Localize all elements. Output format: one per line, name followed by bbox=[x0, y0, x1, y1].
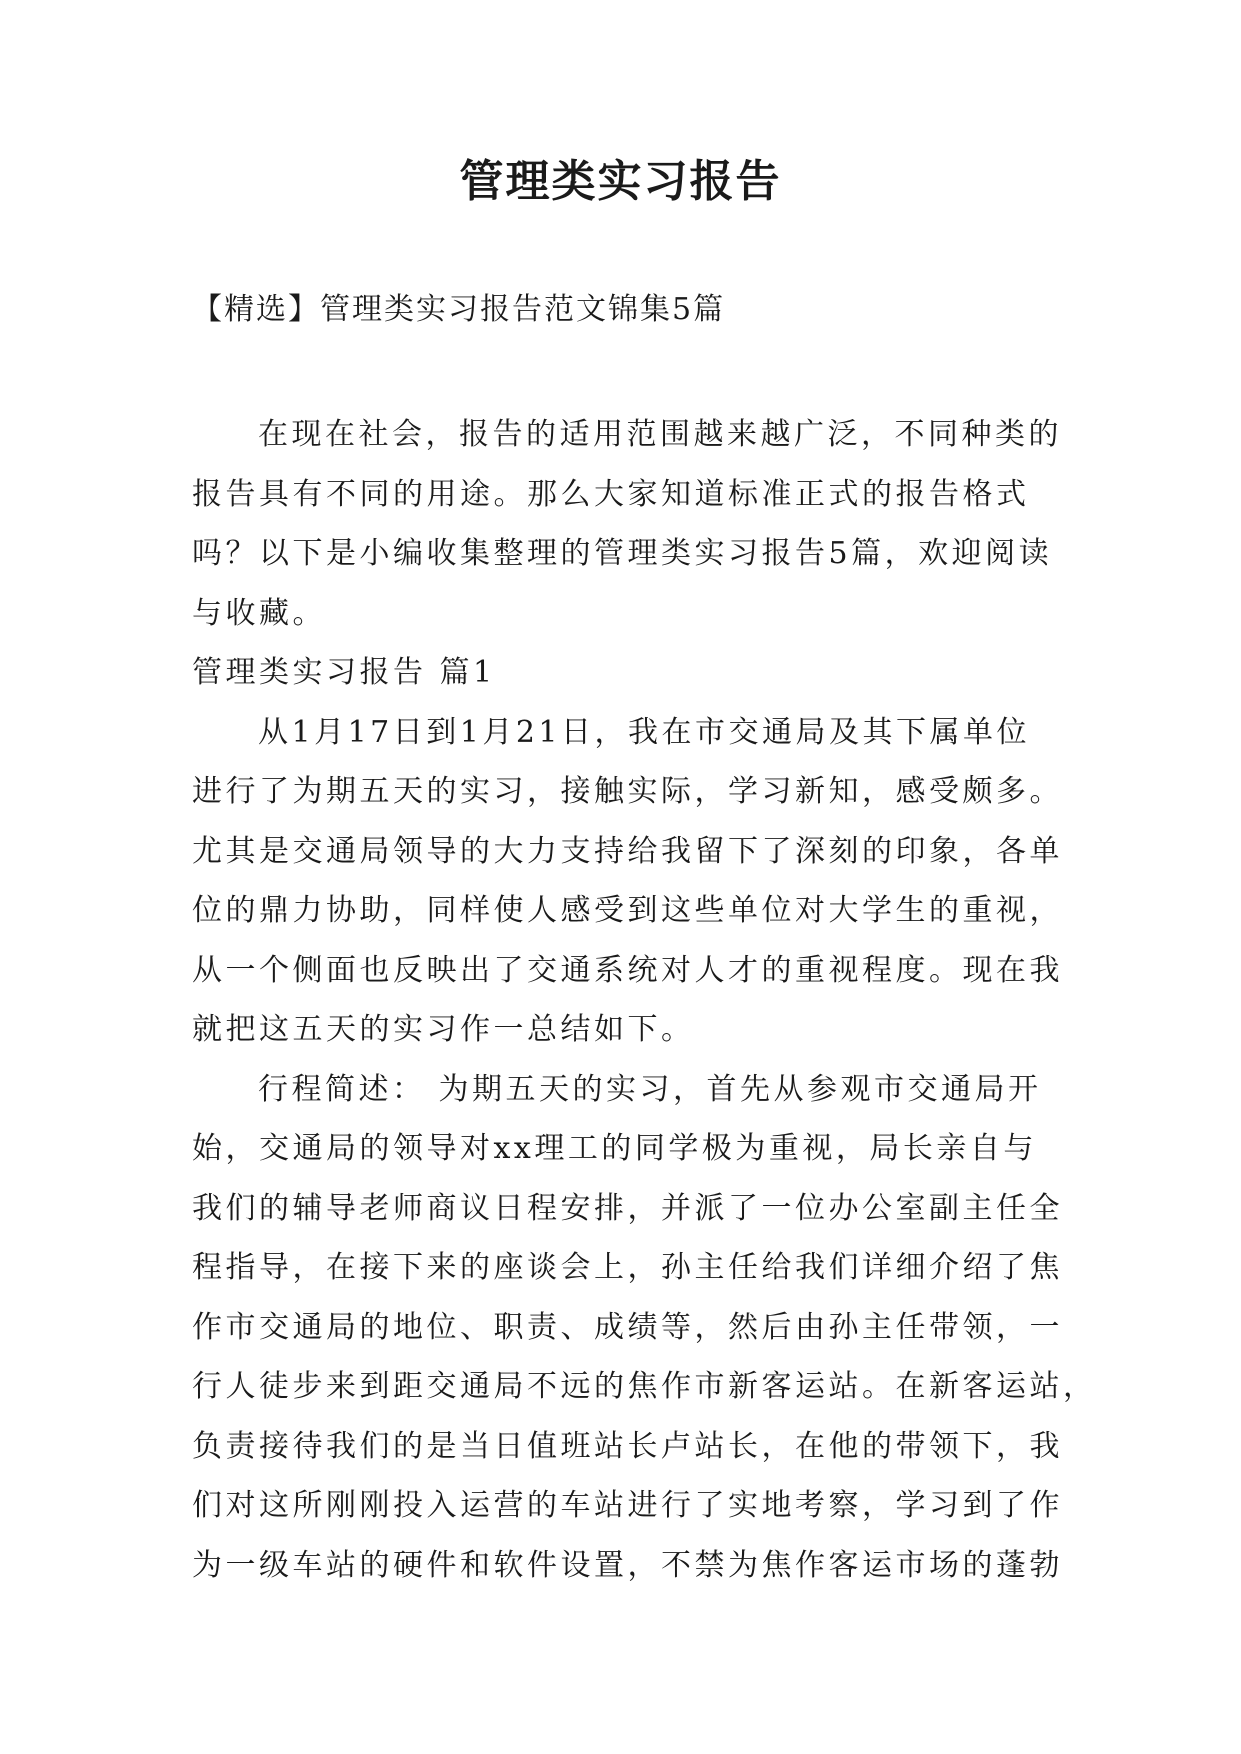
body-text-line: 吗？以下是小编收集整理的管理类实习报告5篇，欢迎阅读 bbox=[192, 536, 1053, 571]
document-subtitle: 【精选】管理类实习报告范文锦集5篇 bbox=[192, 292, 726, 327]
body-text-line: 行人徒步来到距交通局不远的焦作市新客运站。在新客运站， bbox=[192, 1369, 1097, 1404]
body-text-line: 行程简述： 为期五天的实习，首先从参观市交通局开 bbox=[258, 1071, 1042, 1107]
body-text-line: 与收藏。 bbox=[192, 595, 326, 631]
body-text-line: 始，交通局的领导对xx理工的同学极为重视，局长亲自与 bbox=[192, 1131, 1037, 1166]
body-text-line: 作市交通局的地位、职责、成绩等，然后由孙主任带领，一 bbox=[192, 1309, 1063, 1345]
body-text-line: 管理类实习报告 篇1 bbox=[192, 655, 496, 690]
body-text-line: 就把这五天的实习作一总结如下。 bbox=[192, 1012, 695, 1047]
body-text-line: 为一级车站的硬件和软件设置，不禁为焦作客运市场的蓬勃 bbox=[192, 1547, 1063, 1583]
body-text-line: 报告具有不同的用途。那么大家知道标准正式的报告格式 bbox=[192, 476, 1030, 512]
document-title: 管理类实习报告 bbox=[459, 156, 782, 207]
body-text-line: 在现在社会，报告的适用范围越来越广泛，不同种类的 bbox=[258, 417, 1062, 452]
body-text-line: 我们的辅导老师商议日程安排，并派了一位办公室副主任全 bbox=[192, 1190, 1063, 1226]
body-text-line: 们对这所刚刚投入运营的车站进行了实地考察，学习到了作 bbox=[192, 1488, 1063, 1523]
body-text-line: 从一个侧面也反映出了交通系统对人才的重视程度。现在我 bbox=[192, 952, 1063, 988]
body-text-line: 尤其是交通局领导的大力支持给我留下了深刻的印象，各单 bbox=[192, 833, 1063, 869]
document-body bbox=[192, 405, 1097, 1595]
body-text-line: 进行了为期五天的实习，接触实际，学习新知，感受颇多。 bbox=[192, 774, 1063, 809]
body-text-line: 位的鼎力协助，同样使人感受到这些单位对大学生的重视， bbox=[192, 893, 1063, 928]
body-text-line: 程指导，在接下来的座谈会上，孙主任给我们详细介绍了焦 bbox=[192, 1250, 1063, 1285]
body-text-line: 从1月17日到1月21日，我在市交通局及其下属单位 bbox=[258, 714, 1031, 750]
body-text-line: 负责接待我们的是当日值班站长卢站长，在他的带领下，我 bbox=[192, 1428, 1063, 1464]
